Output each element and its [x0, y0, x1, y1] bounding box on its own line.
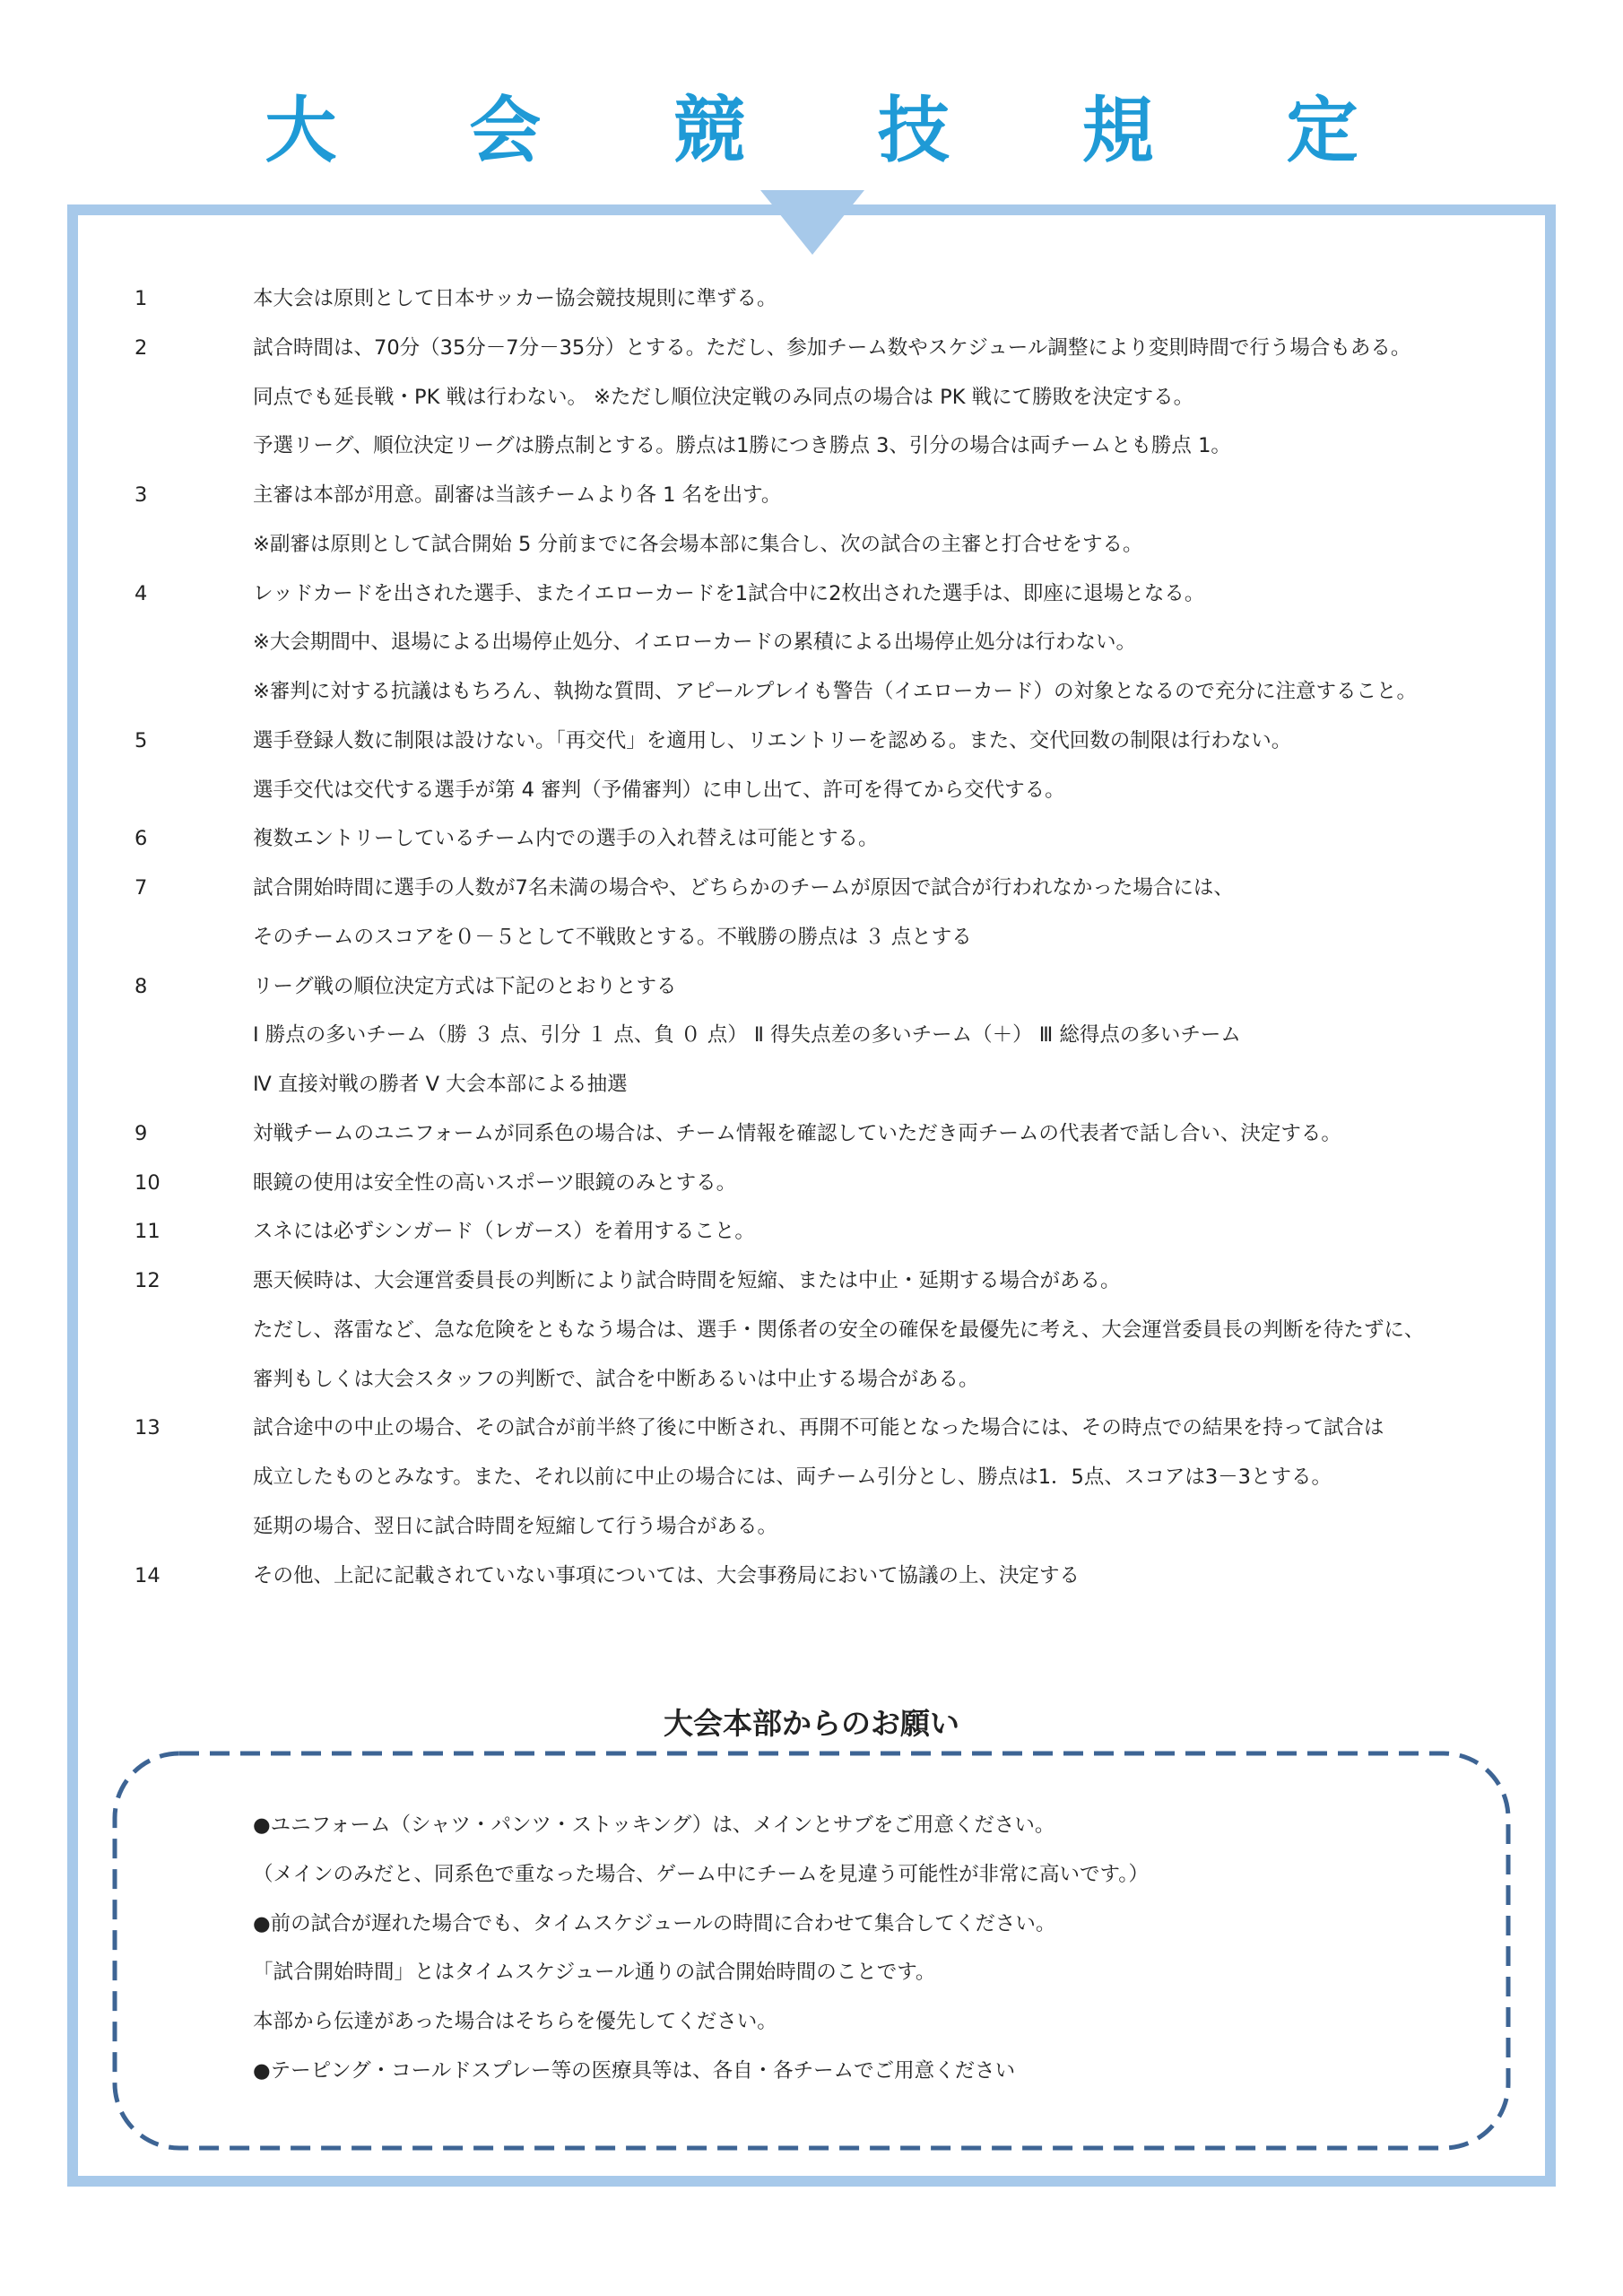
rule-number: 10: [135, 1170, 161, 1195]
rule-text: 選手登録人数に制限は設けない。「再交代」を適用し、リエントリーを認める。また、交代回数の制限は行わない。: [253, 728, 1292, 752]
rule-number: 12: [135, 1269, 161, 1292]
notice-text: ●前の試合が遅れた場合でも、タイムスケジュールの時間に合わせて集合してください。: [253, 1911, 1056, 1935]
rule-text: 複数エントリーしているチーム内での選手の入れ替えは可能とする。: [253, 827, 879, 851]
rule-text: レッドカードを出された選手、またイエローカードを1試合中に2枚出された選手は、即座に退場となる。: [253, 581, 1205, 605]
rule-number: 2: [135, 335, 148, 360]
notice-item: [0, 1948, 1623, 1997]
rule-text: ※副審は原則として試合開始 5 分前までに各会場本部に集合し、次の試合の主審と打合せをする。: [253, 532, 1143, 556]
notice-text: 本部から伝達があった場合はそちらを優先してください。: [253, 2010, 777, 2034]
rule-number: 5: [135, 728, 148, 752]
notice-item: [0, 1900, 1623, 1949]
rule-text: 対戦チームのユニフォームが同系色の場合は、チーム情報を確認していただき両チームの代表者で話し合い、決定する。: [253, 1121, 1341, 1145]
rule-text: 選手交代は交代する選手が第 4 審判（予備審判）に申し出て、許可を得てから交代する。: [253, 778, 1065, 802]
rule-text: 悪天候時は、大会運営委員長の判断により試合時間を短縮、または中止・延期する場合がある。: [253, 1269, 1121, 1292]
rule-text: ただし、落雷など、急な危険をともなう場合は、選手・関係者の安全の確保を最優先に考え、大会運営委員長の判断を待たずに、: [253, 1318, 1425, 1342]
rule-text: 眼鏡の使用は安全性の高いスポーツ眼鏡のみとする。: [253, 1170, 737, 1195]
rule-number: 11: [135, 1220, 161, 1244]
notice-item: [0, 1850, 1623, 1900]
rule-number: 3: [135, 483, 148, 507]
rule-text: 延期の場合、翌日に試合時間を短縮して行う場合がある。: [253, 1514, 778, 1538]
rule-number: 1: [135, 287, 148, 310]
notice-item: [0, 2047, 1623, 2096]
rule-number: 9: [135, 1121, 148, 1145]
rule-text: 試合時間は、70分（35分－7分－35分）とする。ただし、参加チーム数やスケジュール調整により変則時間で行う場合もある。: [253, 335, 1411, 360]
rule-number: 14: [135, 1563, 161, 1587]
rule-text: 試合途中の中止の場合、その試合が前半終了後に中断され、再開不可能となった場合には、その時点での結果を持って試合は: [253, 1416, 1384, 1440]
notice-list: [0, 1801, 1623, 2096]
page-title: 大 会 競 技 規 定: [265, 89, 1412, 172]
rule-number: 8: [135, 974, 148, 998]
rule-number: 7: [135, 876, 148, 900]
rule-text: 同点でも延長戦・PK 戦は行わない。 ※ただし順位決定戦のみ同点の場合は PK 戦にて勝敗を決定する。: [253, 385, 1194, 409]
notice-text: ●テーピング・コールドスプレー等の医療具等は、各自・各チームでご用意ください: [253, 2058, 1016, 2083]
rule-text: その他、上記に記載されていない事項については、大会事務局において協議の上、決定する: [253, 1563, 1081, 1587]
notice-item: [0, 1997, 1623, 2047]
rule-text: 予選リーグ、順位決定リーグは勝点制とする。勝点は1勝につき勝点 3、引分の場合は両チームとも勝点 1。: [253, 434, 1231, 458]
rule-number: 6: [135, 827, 148, 851]
rule-text: リーグ戦の順位決定方式は下記のとおりとする: [253, 974, 677, 998]
notice-text: （メインのみだと、同系色で重なった場合、ゲーム中にチームを見違う可能性が非常に高いです。）: [253, 1862, 1150, 1886]
rule-text: Ⅰ 勝点の多いチーム（勝 ３ 点、引分 １ 点、負 ０ 点） Ⅱ 得失点差の多いチーム（＋） Ⅲ 総得点の多いチーム: [253, 1023, 1241, 1048]
rule-text: スネには必ずシンガード（レガース）を着用すること。: [253, 1220, 755, 1244]
notice-item: [0, 1801, 1623, 1850]
rule-text: Ⅳ 直接対戦の勝者 Ⅴ 大会本部による抽選: [253, 1073, 628, 1096]
notice-text: ●ユニフォーム（シャツ・パンツ・ストッキング）は、メインとサブをご用意ください。: [253, 1813, 1055, 1837]
rule-text: 審判もしくは大会スタッフの判断で、試合を中断あるいは中止する場合がある。: [253, 1367, 979, 1391]
rule-text: ※大会期間中、退場による出場停止処分、イエローカードの累積による出場停止処分は行わない。: [253, 631, 1137, 655]
rule-text: 成立したものとみなす。また、それ以前に中止の場合には、両チーム引分とし、勝点は1．5点、スコアは3－3とする。: [253, 1465, 1332, 1489]
rule-number: 13: [135, 1416, 161, 1440]
rule-text: 本大会は原則として日本サッカー協会競技規則に準ずる。: [253, 287, 777, 310]
rule-text: 主審は本部が用意。副審は当該チームより各 1 名を出す。: [253, 483, 782, 507]
rule-text: ※審判に対する抗議はもちろん、執拗な質問、アピールプレイも警告（イエローカード）の対象となるので充分に注意すること。: [253, 680, 1417, 703]
rule-text: 試合開始時間に選手の人数が7名未満の場合や、どちらかのチームが原因で試合が行われなかった場合には、: [253, 876, 1234, 900]
rule-number: 4: [135, 581, 148, 605]
notice-heading: 大会本部からのお願い: [664, 1706, 959, 1741]
notice-text: 「試合開始時間」とはタイムスケジュール通りの試合開始時間のことです。: [253, 1961, 936, 1985]
rule-text: そのチームのスコアを０－５として不戦敗とする。不戦勝の勝点は ３ 点とする: [253, 925, 972, 949]
